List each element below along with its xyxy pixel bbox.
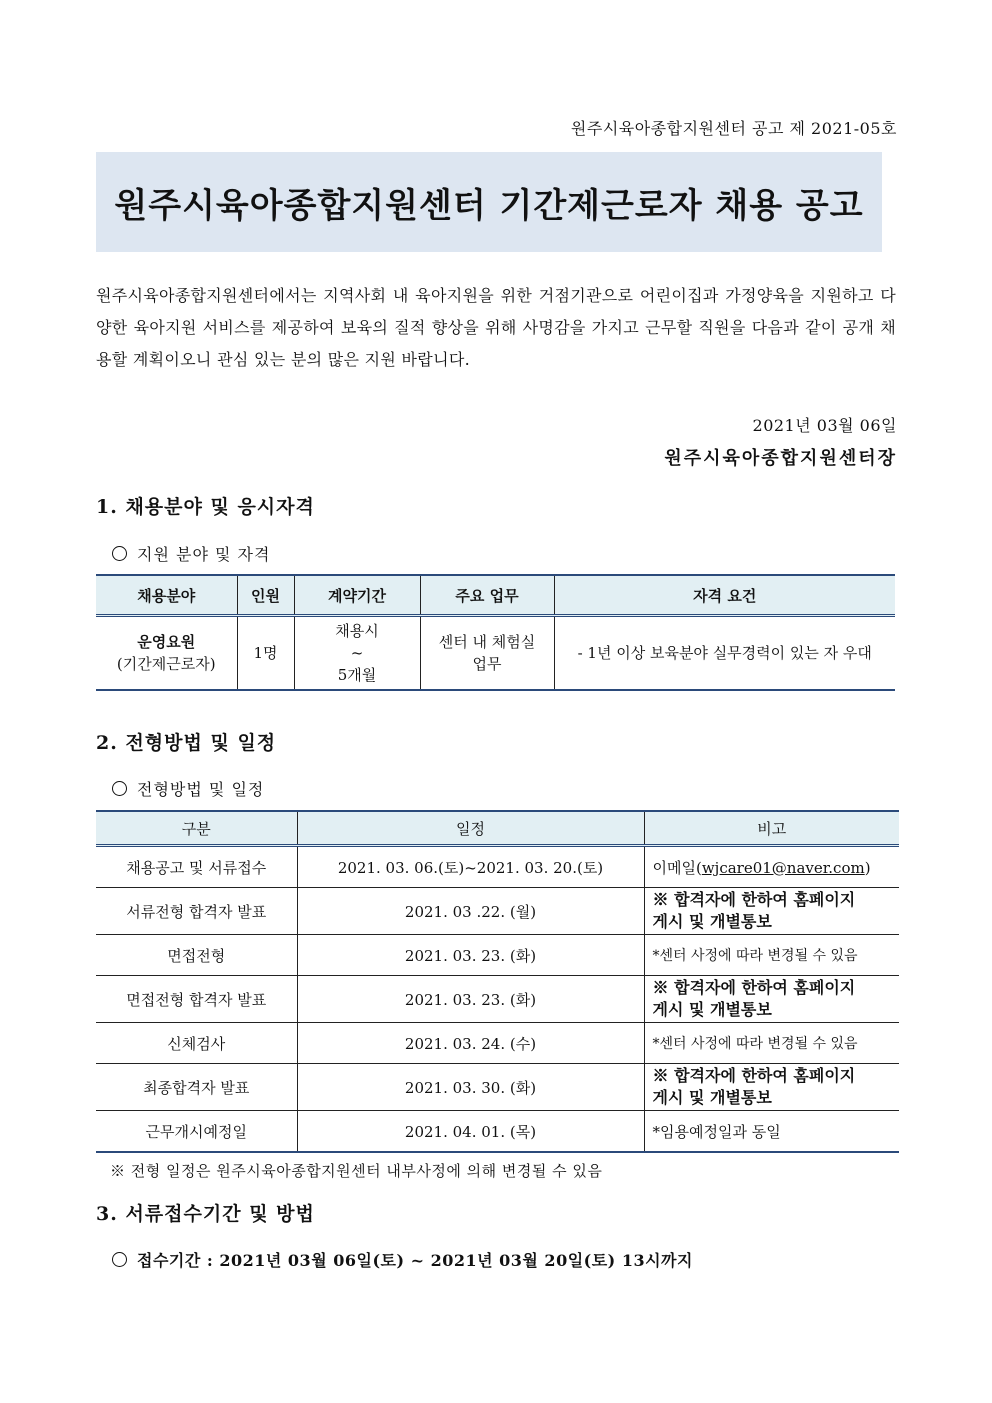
- duty-line-2: 업무: [472, 655, 502, 673]
- header-duty: 주요 업무: [420, 575, 554, 616]
- header-period: 계약기간: [294, 575, 420, 616]
- table-row: [96, 616, 895, 691]
- email-link[interactable]: wjcare01@naver.com: [701, 858, 865, 877]
- header-schedule: 일정: [297, 811, 644, 846]
- period-line-3: 5개월: [337, 666, 377, 684]
- section1-sub-label: 지원 분야 및 자격: [137, 545, 271, 564]
- note-line-1: ※ 합격자에 한하여 홈페이지: [652, 1066, 856, 1085]
- table-row: [96, 976, 899, 1023]
- header-count: 인원: [237, 575, 294, 616]
- application-period-text: 접수기간 : 2021년 03월 06일(토) ~ 2021년 03월 20일(토) 13시까지: [137, 1251, 693, 1270]
- section1-heading: 1. 채용분야 및 응시자격: [96, 496, 315, 518]
- circle-bullet-icon: [112, 781, 127, 796]
- note-cell: [644, 976, 899, 1023]
- note-line-1: ※ 합격자에 한하여 홈페이지: [652, 978, 856, 997]
- schedule-cell: 2021. 03. 30. (화): [297, 1064, 644, 1111]
- note-cell: *임용예정일과 동일: [644, 1111, 899, 1153]
- step-cell: 신체검사: [96, 1023, 297, 1064]
- schedule-cell: 2021. 03. 06.(토)~2021. 03. 20.(토): [297, 846, 644, 888]
- field-cell: [96, 616, 237, 691]
- table-row: [96, 1111, 899, 1153]
- step-cell: 서류전형 합격자 발표: [96, 888, 297, 935]
- section1-sub: [112, 542, 270, 565]
- period-line-2: ~: [350, 644, 364, 662]
- schedule-cell: 2021. 03. 23. (화): [297, 935, 644, 976]
- qualification-cell: - 1년 이상 보육분야 실무경력이 있는 자 우대: [554, 616, 895, 691]
- schedule-table: [96, 810, 899, 1153]
- section3-heading: 3. 서류접수기간 및 방법: [96, 1203, 315, 1225]
- note-cell: *센터 사정에 따라 변경될 수 있음: [644, 1023, 899, 1064]
- table-row: [96, 1064, 899, 1111]
- note-line-2: 게시 및 개별통보: [652, 1088, 772, 1107]
- duty-line-1: 센터 내 체험실: [438, 633, 536, 651]
- schedule-cell: 2021. 04. 01. (목): [297, 1111, 644, 1153]
- title-banner: [96, 152, 882, 252]
- header-field: 채용분야: [96, 575, 237, 616]
- recruitment-table: [96, 574, 895, 691]
- note-cell: *센터 사정에 따라 변경될 수 있음: [644, 935, 899, 976]
- page-title: 원주시육아종합지원센터 기간제근로자 채용 공고: [114, 185, 864, 226]
- header-note: 비고: [644, 811, 899, 846]
- table-header-row: [96, 575, 895, 616]
- section2-sub-label: 전형방법 및 일정: [137, 780, 265, 799]
- note-line-2: 게시 및 개별통보: [652, 912, 772, 931]
- count-cell: 1명: [237, 616, 294, 691]
- step-cell: 채용공고 및 서류접수: [96, 846, 297, 888]
- schedule-cell: 2021. 03 .22. (월): [297, 888, 644, 935]
- table-row: [96, 1023, 899, 1064]
- circle-bullet-icon: [112, 546, 127, 561]
- field-sub: (기간제근로자): [116, 655, 216, 673]
- table-row: [96, 846, 899, 888]
- step-cell: 근무개시예정일: [96, 1111, 297, 1153]
- header-qualification: 자격 요건: [554, 575, 895, 616]
- schedule-cell: 2021. 03. 24. (수): [297, 1023, 644, 1064]
- step-cell: 최종합격자 발표: [96, 1064, 297, 1111]
- signer: 원주시육아종합지원센터장: [664, 448, 897, 469]
- announcement-date: 2021년 03월 06일: [752, 416, 897, 435]
- step-cell: 면접전형: [96, 935, 297, 976]
- schedule-cell: 2021. 03. 23. (화): [297, 976, 644, 1023]
- note-cell: [644, 888, 899, 935]
- table-row: [96, 888, 899, 935]
- note-line-1: ※ 합격자에 한하여 홈페이지: [652, 890, 856, 909]
- period-line-1: 채용시: [335, 622, 379, 640]
- note-cell: [644, 1064, 899, 1111]
- circle-bullet-icon: [112, 1252, 127, 1267]
- notice-number: 원주시육아종합지원센터 공고 제 2021-05호: [570, 119, 897, 138]
- period-cell: [294, 616, 420, 691]
- table-header-row: [96, 811, 899, 846]
- table-row: [96, 935, 899, 976]
- section2-sub: [112, 777, 264, 800]
- field-main: 운영요원: [137, 633, 196, 651]
- section2-heading: 2. 전형방법 및 일정: [96, 732, 277, 754]
- application-period: [112, 1248, 693, 1271]
- duty-cell: [420, 616, 554, 691]
- note-prefix: 이메일(: [652, 858, 702, 877]
- step-cell: 면접전형 합격자 발표: [96, 976, 297, 1023]
- header-step: 구분: [96, 811, 297, 846]
- intro-paragraph: 원주시육아종합지원센터에서는 지역사회 내 육아지원을 위한 거점기관으로 어린이집과 가정양육을 지원하고 다양한 육아지원 서비스를 제공하여 보육의 질적 향상을 위해 사명감을 가지고 근무할 직원을 다음과 같이 공개 채용할 계획이오니 관심 있는 분의 많은 지원 바랍니다.: [96, 286, 896, 369]
- schedule-footnote: ※ 전형 일정은 원주시육아종합지원센터 내부사정에 의해 변경될 수 있음: [110, 1162, 603, 1180]
- note-suffix: ): [864, 858, 871, 877]
- note-line-2: 게시 및 개별통보: [652, 1000, 772, 1019]
- note-cell: [644, 846, 899, 888]
